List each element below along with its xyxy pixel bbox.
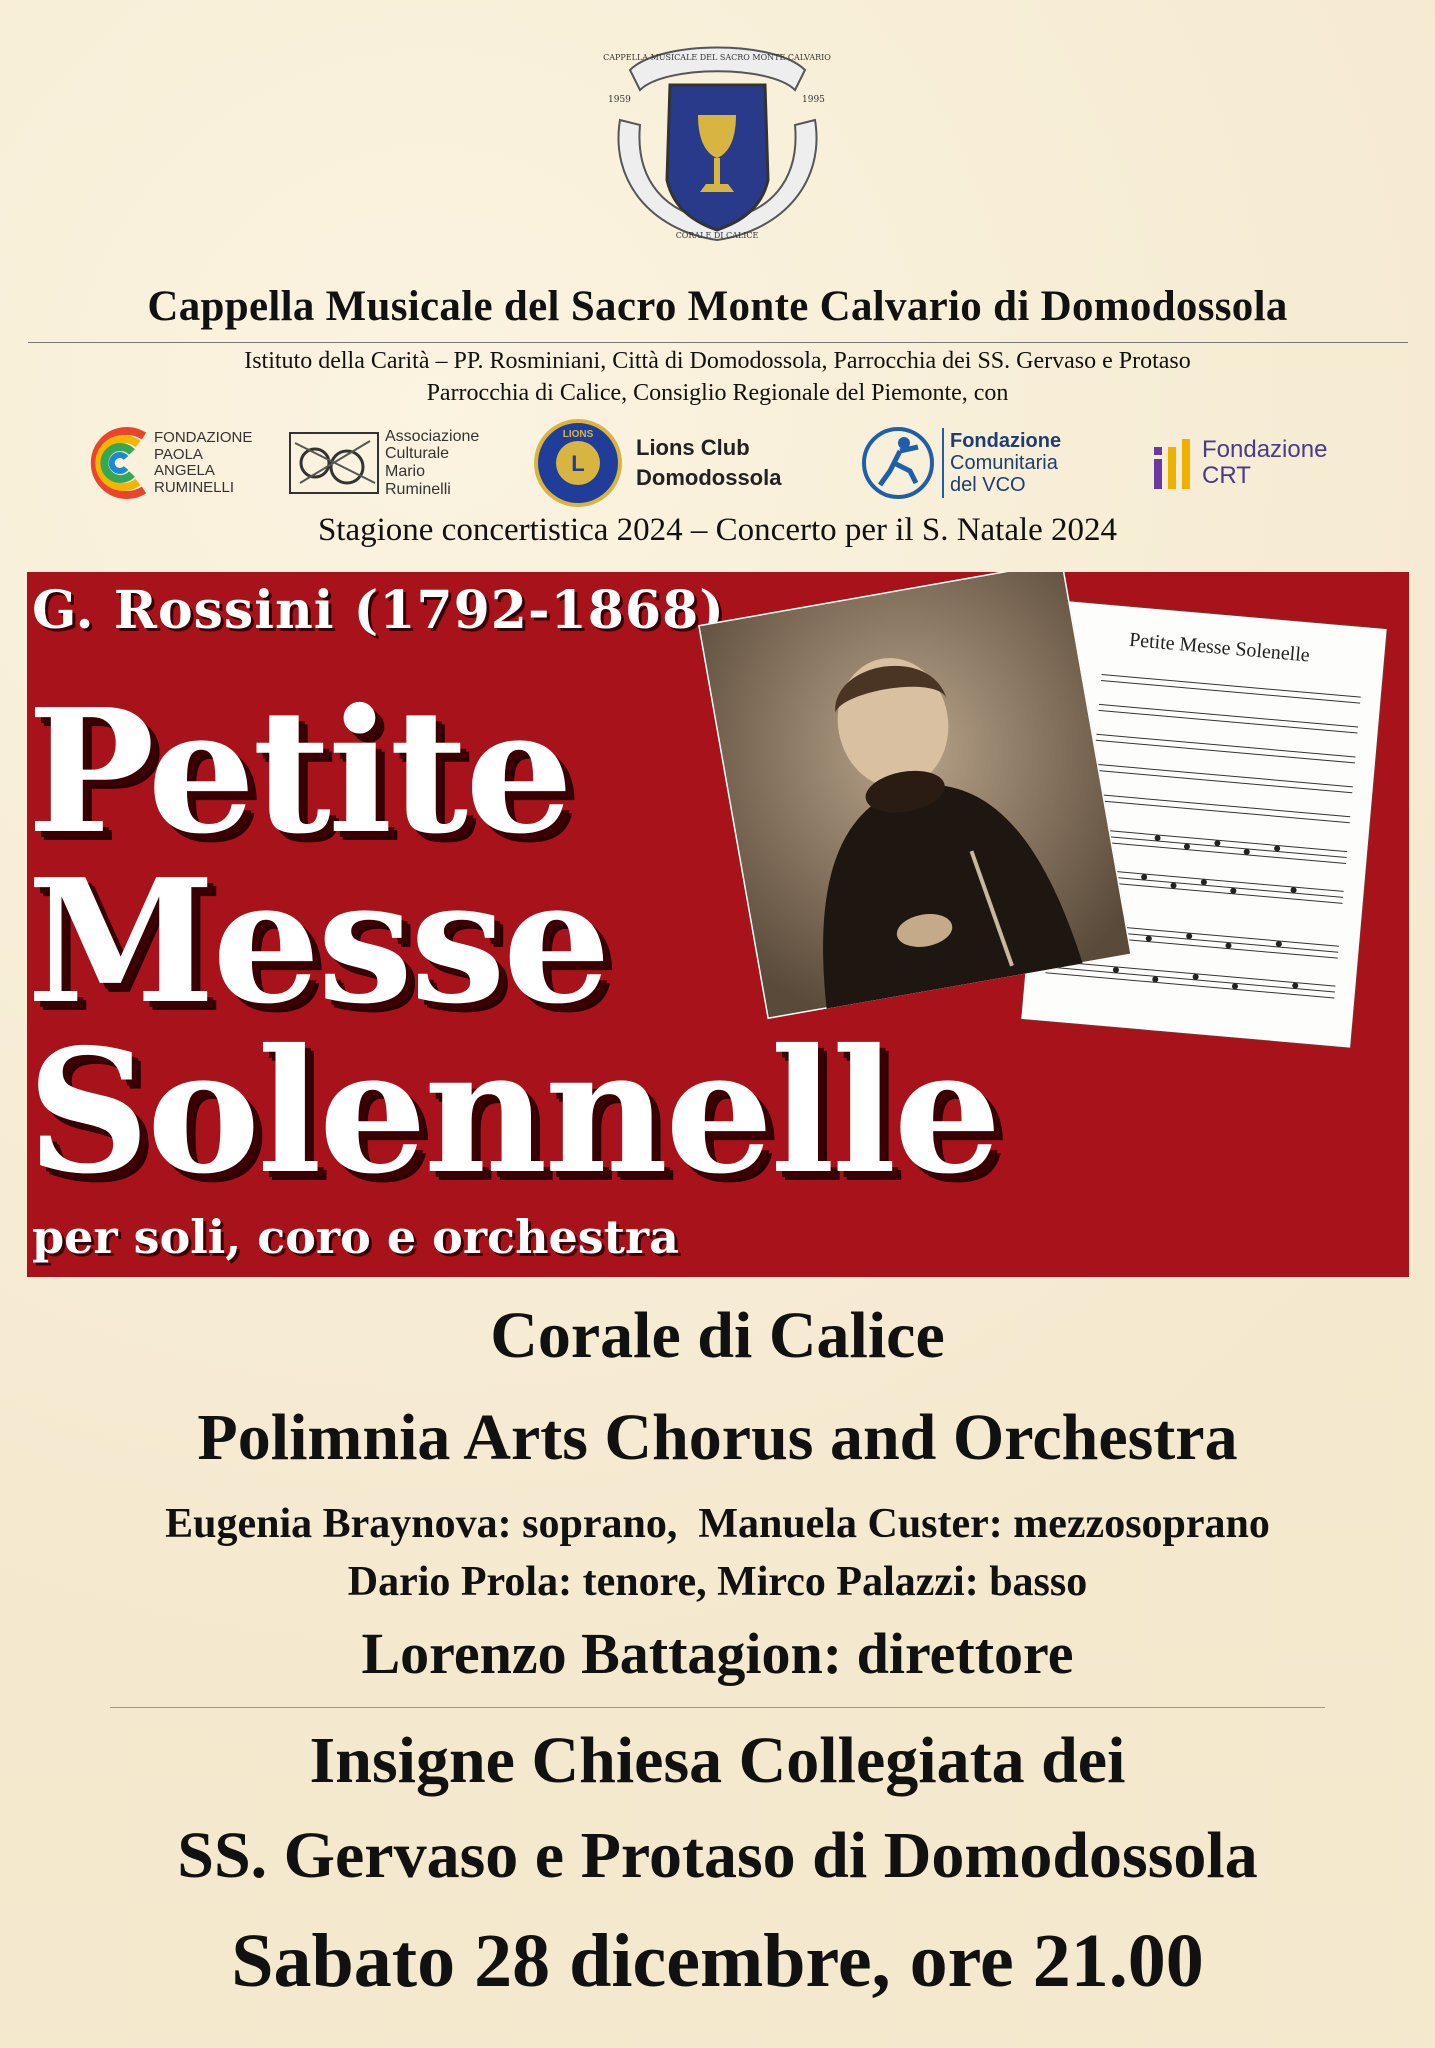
sponsor-fpar-line-4: RUMINELLI <box>154 478 235 496</box>
venue-line-1: Insigne Chiesa Collegiata dei <box>309 1724 1126 1797</box>
sponsor-fpar-line-3: ANGELA <box>154 462 215 479</box>
choir-name-2: Polimnia Arts Chorus and Orchestra <box>197 1401 1238 1474</box>
sponsor-acmr-line-1: Associazione <box>385 427 480 445</box>
sponsor-fpar-line-2: PAOLA <box>154 445 203 463</box>
venue-line-2: SS. Gervaso e Protaso di Domodossola <box>177 1819 1258 1892</box>
sponsor-lions-club <box>530 418 781 508</box>
sponsor-fondazione-ruminelli <box>78 418 252 508</box>
lions-emblem-text: LIONS <box>562 429 594 440</box>
conductor-line: Lorenzo Battagion: direttore <box>361 1621 1074 1686</box>
sponsor-lions-line-2: Domodossola <box>636 465 782 490</box>
sponsor-vco-line-1: Fondazione <box>950 430 1062 452</box>
work-title-line-3: Solennelle <box>27 1012 999 1212</box>
title-banner <box>27 572 1409 1277</box>
sponsor-acmr-line-3: Mario <box>385 463 426 480</box>
organization-title: Cappella Musicale del Sacro Monte Calvario di Domodossola <box>147 283 1288 330</box>
engraving-illustration-icon <box>285 423 385 503</box>
crt-bars-icon <box>1152 435 1198 491</box>
sponsor-crt-line-1: Fondazione <box>1202 435 1328 463</box>
rossini-portrait-photo <box>698 572 1132 1019</box>
sponsor-fondazione-vco <box>860 418 1061 508</box>
sponsor-crt-line-2: CRT <box>1202 462 1251 489</box>
cappella-crest-logo <box>590 30 845 250</box>
crest-motto-top: CAPPELLA MUSICALE DEL SACRO MONTE CALVARIO <box>603 53 831 62</box>
work-subtitle: per soli, coro e orchestra <box>32 1210 679 1264</box>
rainbow-c-icon <box>78 418 150 508</box>
soloists-line-1: Eugenia Braynova: soprano, Manuela Custer: mezzosoprano <box>165 1501 1270 1547</box>
sponsor-vco-line-3: del VCO <box>950 474 1026 496</box>
work-title-line-2: Messe <box>27 842 608 1042</box>
crest-motto-bottom: CORALE DI CALICE <box>675 231 759 240</box>
sponsor-acmr-line-4: Ruminelli <box>385 480 451 498</box>
lions-emblem-icon <box>530 419 626 507</box>
sponsor-associazione-ruminelli <box>285 418 479 508</box>
sponsor-fpar-line-1: FONDAZIONE <box>154 429 253 446</box>
sponsor-fondazione-crt <box>1152 418 1327 508</box>
composer-name: G. Rossini (1792-1868) <box>32 580 725 641</box>
svg-text:L: L <box>571 451 585 476</box>
partners-line-1: Istituto della Carità – PP. Rosminiani, Città di Domodossola, Parrocchia dei SS. Gervaso e Protaso <box>244 348 1191 374</box>
partners-line-2: Parrocchia di Calice, Consiglio Regionale del Piemonte, con <box>426 380 1009 406</box>
event-date: Sabato 28 dicembre, ore 21.00 <box>231 1919 1204 2003</box>
section-divider <box>110 1707 1325 1708</box>
score-sheet-title: Petite Messe Solenelle <box>1128 628 1311 667</box>
soloists-line-2: Dario Prola: tenore, Mirco Palazzi: basso <box>347 1559 1088 1605</box>
crest-year-left: 1959 <box>608 95 631 105</box>
season-line: Stagione concertistica 2024 – Concerto per il S. Natale 2024 <box>317 512 1118 548</box>
sponsor-vco-line-2: Comunitaria <box>950 452 1058 474</box>
choir-name-1: Corale di Calice <box>490 1299 945 1372</box>
work-title-line-1: Petite <box>27 672 571 872</box>
sponsor-acmr-line-2: Culturale <box>385 445 450 463</box>
runner-figure-icon <box>860 423 936 503</box>
crest-year-right: 1995 <box>802 95 825 105</box>
header-divider <box>28 342 1408 343</box>
sponsor-lions-line-1: Lions Club <box>636 434 750 460</box>
